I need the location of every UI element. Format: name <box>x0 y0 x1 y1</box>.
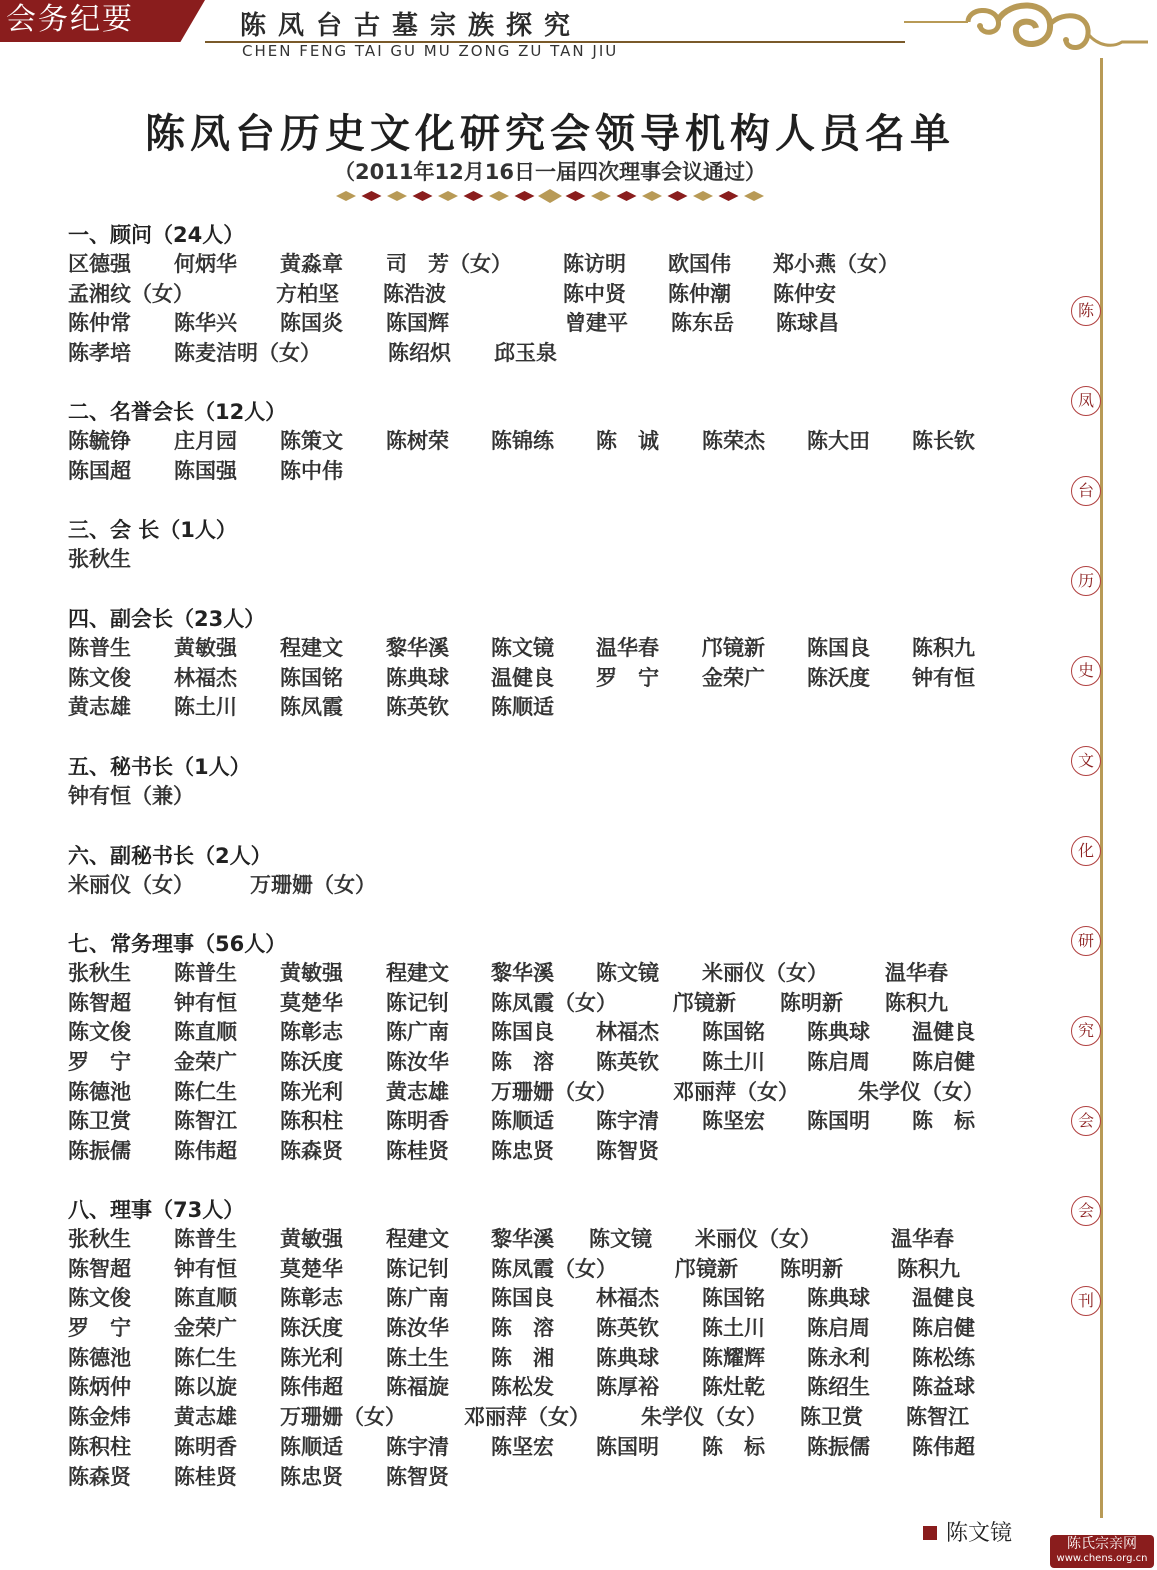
member-name: 陈顺适 <box>491 1109 554 1134</box>
member-name: 陈记钊 <box>386 1256 449 1281</box>
member-name: 陈大田 <box>807 429 870 453</box>
member-name: 陈智超 <box>68 990 131 1015</box>
member-name: 陈振儒 <box>68 1139 131 1164</box>
member-name: 金荣广 <box>702 665 765 690</box>
member-name: 陈凤霞（女） <box>491 990 617 1015</box>
member-name: 陈森贤 <box>280 1139 343 1164</box>
header-pinyin: CHEN FENG TAI GU MU ZONG ZU TAN JIU <box>242 42 619 60</box>
member-name: 陈彰志 <box>280 1020 343 1045</box>
name-row <box>68 1433 975 1463</box>
member-name: 陈国辉 <box>386 311 449 336</box>
member-name: 孟湘纹（女） <box>68 281 194 306</box>
member-name: 陈炳仲 <box>68 1375 131 1400</box>
member-name: 陈国铭 <box>280 665 343 690</box>
name-row <box>68 1403 969 1433</box>
member-name: 陈永利 <box>807 1345 870 1370</box>
sidebar-char: 台 <box>1071 476 1101 506</box>
member-name: 何炳华 <box>174 252 237 276</box>
member-name: 陈积柱 <box>280 1109 343 1134</box>
name-row <box>68 634 975 664</box>
diamond-icon <box>515 191 535 201</box>
name-row <box>68 664 975 694</box>
section <box>68 752 251 812</box>
member-name: 黎华溪 <box>386 636 449 660</box>
member-name: 陈英钦 <box>596 1050 659 1075</box>
member-name: 陈启周 <box>807 1050 870 1075</box>
section <box>68 220 899 369</box>
name-row <box>68 1107 975 1137</box>
member-name: 陈智江 <box>174 1109 237 1134</box>
member-name: 陈毓铮 <box>68 429 131 453</box>
diamond-icon <box>464 191 484 201</box>
member-name: 陈麦洁明（女） <box>174 341 321 366</box>
watermark-site-name: 陈氏宗亲网 <box>1067 1536 1137 1552</box>
member-name: 陈广南 <box>386 1286 449 1311</box>
member-name: 陈中伟 <box>280 458 343 483</box>
member-name: 陈卫赏 <box>800 1405 863 1430</box>
name-row <box>68 1137 659 1167</box>
member-name: 陈国良 <box>491 1020 554 1045</box>
name-row <box>68 1018 975 1048</box>
member-name: 陈土川 <box>702 1050 765 1075</box>
member-name: 陈森贤 <box>68 1464 131 1489</box>
member-name: 黄敏强 <box>280 1227 343 1251</box>
member-name: 陈凤霞（女） <box>491 1256 617 1281</box>
member-name: 陈积九 <box>885 990 948 1015</box>
member-name: 金荣广 <box>174 1050 237 1075</box>
diamond-icon <box>538 189 562 203</box>
section <box>68 397 975 486</box>
member-name: 郑小燕（女） <box>773 252 899 276</box>
member-name: 米丽仪（女） <box>702 961 828 985</box>
member-name: 陈 溶 <box>491 1050 554 1075</box>
member-name: 陈仁生 <box>174 1345 237 1370</box>
diamond-icon <box>668 191 688 201</box>
member-name: 陈国强 <box>174 458 237 483</box>
member-name: 林福杰 <box>174 665 237 690</box>
member-name: 陈典球 <box>807 1020 870 1045</box>
member-name: 温华春 <box>596 636 659 660</box>
member-name: 陈土川 <box>174 695 237 720</box>
name-row <box>68 871 376 901</box>
member-name: 陈英钦 <box>386 695 449 720</box>
member-name: 陈仁生 <box>174 1079 237 1104</box>
name-row <box>68 250 899 280</box>
member-name: 陈绍生 <box>807 1375 870 1400</box>
member-name: 陈忠贤 <box>491 1139 554 1164</box>
member-name: 陈仲安 <box>773 281 836 306</box>
member-name: 邝镜新 <box>702 636 765 660</box>
member-name: 陈国明 <box>807 1109 870 1134</box>
member-name: 陈忠贤 <box>280 1464 343 1489</box>
sidebar-char: 会 <box>1071 1106 1101 1136</box>
member-name: 陈广南 <box>386 1020 449 1045</box>
member-name: 方柏坚 <box>276 281 339 306</box>
member-name: 陈德池 <box>68 1345 131 1370</box>
member-name: 陈孝培 <box>68 341 131 366</box>
diamond-icon <box>719 191 739 201</box>
member-name: 陈光利 <box>280 1079 343 1104</box>
diamond-icon <box>336 191 356 201</box>
name-row <box>68 989 948 1019</box>
member-name: 陈明新 <box>780 1256 843 1281</box>
section <box>68 929 984 1167</box>
member-name: 陈文俊 <box>68 665 131 690</box>
member-name: 温华春 <box>891 1227 954 1251</box>
name-row <box>68 309 839 339</box>
member-name: 温健良 <box>912 1020 975 1045</box>
section-title: 二、名誉会长（12人） <box>68 400 287 424</box>
member-name: 陈荣杰 <box>702 429 765 453</box>
member-name: 陈启健 <box>912 1050 975 1075</box>
name-row <box>68 782 251 812</box>
name-row <box>68 1255 960 1285</box>
member-name: 陈德池 <box>68 1079 131 1104</box>
member-name: 陈沃度 <box>280 1316 343 1341</box>
sidebar-char: 文 <box>1071 746 1101 776</box>
member-name: 陈访明 <box>563 252 626 276</box>
section-title: 五、秘书长（1人） <box>68 755 251 779</box>
member-name: 米丽仪（女） <box>68 873 194 897</box>
sidebar-char: 化 <box>1071 836 1101 866</box>
member-name: 陈国超 <box>68 458 131 483</box>
section <box>68 515 237 575</box>
member-name: 陈汝华 <box>386 1316 449 1341</box>
name-row <box>68 1078 984 1108</box>
name-row <box>68 1048 975 1078</box>
member-name: 陈 标 <box>912 1109 975 1134</box>
member-name: 陈宇清 <box>596 1109 659 1134</box>
member-name: 陈沃度 <box>280 1050 343 1075</box>
member-name: 陈普生 <box>174 1227 237 1251</box>
diamond-icon <box>744 191 764 201</box>
member-name: 陈沃度 <box>807 665 870 690</box>
member-name: 黄淼章 <box>280 252 343 276</box>
name-row <box>68 1284 975 1314</box>
member-name: 邓丽萍（女） <box>464 1405 590 1430</box>
member-name: 陈积九 <box>912 636 975 660</box>
name-row <box>68 1373 975 1403</box>
member-name: 陈文俊 <box>68 1020 131 1045</box>
member-name: 万珊姗（女） <box>250 873 376 897</box>
member-name: 陈积九 <box>897 1256 960 1281</box>
member-name: 陈国铭 <box>702 1020 765 1045</box>
member-name: 陈彰志 <box>280 1286 343 1311</box>
section-title: 四、副会长（23人） <box>68 607 266 631</box>
member-name: 陈福旋 <box>386 1375 449 1400</box>
sidebar-char: 刊 <box>1071 1286 1101 1316</box>
sidebar-char: 历 <box>1071 566 1101 596</box>
diamond-icon <box>566 191 586 201</box>
author-marker-icon <box>923 1526 937 1540</box>
member-name: 陈策文 <box>280 429 343 453</box>
member-name: 钟有恒 <box>174 990 237 1015</box>
member-name: 陈坚宏 <box>702 1109 765 1134</box>
name-row <box>68 427 975 457</box>
header-tab-label: 会务纪要 <box>6 2 134 37</box>
member-name: 邱玉泉 <box>494 341 557 366</box>
member-name: 陈典球 <box>807 1286 870 1311</box>
member-name: 欧国伟 <box>668 252 731 276</box>
member-name: 陈英钦 <box>596 1316 659 1341</box>
member-name: 陈光利 <box>280 1345 343 1370</box>
member-name: 陈灶乾 <box>702 1375 765 1400</box>
member-name: 陈文镜 <box>491 636 554 660</box>
member-name: 陈浩波 <box>383 281 446 306</box>
member-name: 陈耀辉 <box>702 1345 765 1370</box>
member-name: 陈坚宏 <box>491 1434 554 1459</box>
member-name: 陈 湘 <box>491 1345 554 1370</box>
name-row <box>68 1314 975 1344</box>
name-row <box>68 1463 449 1493</box>
member-name: 陈智江 <box>906 1405 969 1430</box>
section-title: 八、理事（73人） <box>68 1198 245 1222</box>
member-name: 邝镜新 <box>675 1256 738 1281</box>
diamond-divider-icon <box>332 188 772 204</box>
member-name: 黄敏强 <box>174 636 237 660</box>
member-name: 陈文俊 <box>68 1286 131 1311</box>
member-name: 陈土生 <box>386 1345 449 1370</box>
member-name: 陈华兴 <box>174 311 237 336</box>
name-row <box>68 339 557 369</box>
member-name: 区德强 <box>68 252 131 276</box>
member-name: 司 芳（女） <box>386 252 512 276</box>
section <box>68 841 376 901</box>
member-name: 黄敏强 <box>280 961 343 985</box>
member-name: 陈 溶 <box>491 1316 554 1341</box>
section-title: 六、副秘书长（2人） <box>68 844 272 868</box>
member-name: 陈国炎 <box>280 311 343 336</box>
diamond-icon <box>438 191 458 201</box>
diamond-icon <box>591 191 611 201</box>
member-name: 金荣广 <box>174 1316 237 1341</box>
member-name: 陈智超 <box>68 1256 131 1281</box>
member-name: 程建文 <box>386 1227 449 1251</box>
member-name: 陈直顺 <box>174 1020 237 1045</box>
member-name: 陈国明 <box>596 1434 659 1459</box>
name-row <box>68 1225 954 1255</box>
member-name: 陈伟超 <box>174 1139 237 1164</box>
member-name: 邓丽萍（女） <box>673 1079 799 1104</box>
member-name: 陈卫赏 <box>68 1109 131 1134</box>
section-title: 一、顾问（24人） <box>68 223 245 247</box>
member-name: 黄志雄 <box>68 695 131 720</box>
member-name: 陈国铭 <box>702 1286 765 1311</box>
diamond-icon <box>617 191 637 201</box>
member-name: 陈明香 <box>386 1109 449 1134</box>
sidebar-char: 凤 <box>1071 386 1101 416</box>
name-row <box>68 457 343 487</box>
member-name: 陈金炜 <box>68 1405 131 1430</box>
member-name: 陈积柱 <box>68 1434 131 1459</box>
member-name: 罗 宁 <box>596 665 659 690</box>
member-name: 黄志雄 <box>386 1079 449 1104</box>
member-name: 朱学仪（女） <box>641 1405 767 1430</box>
member-name: 陈汝华 <box>386 1050 449 1075</box>
diamond-icon <box>362 191 382 201</box>
member-name: 陈松发 <box>491 1375 554 1400</box>
member-name: 陈桂贤 <box>386 1139 449 1164</box>
section-title: 三、会 长（1人） <box>68 518 237 542</box>
member-name: 陈文镜 <box>589 1227 652 1251</box>
member-name: 米丽仪（女） <box>695 1227 821 1251</box>
member-name: 陈 诚 <box>596 429 659 453</box>
member-name: 陈记钊 <box>386 990 449 1015</box>
member-name: 张秋生 <box>68 547 131 571</box>
member-name: 黎华溪 <box>491 961 554 985</box>
member-name: 万珊姗（女） <box>491 1079 617 1104</box>
diamond-icon <box>693 191 713 201</box>
document-title: 陈凤台历史文化研究会领导机构人员名单 <box>145 110 955 157</box>
section-title: 七、常务理事（56人） <box>68 932 287 956</box>
member-name: 钟有恒 <box>174 1256 237 1281</box>
member-name: 罗 宁 <box>68 1050 131 1075</box>
member-name: 陈顺适 <box>280 1434 343 1459</box>
sidebar-char: 研 <box>1071 926 1101 956</box>
member-name: 陈球昌 <box>776 311 839 336</box>
member-name: 林福杰 <box>596 1020 659 1045</box>
member-name: 陈典球 <box>596 1345 659 1370</box>
name-row <box>68 959 948 989</box>
member-name: 温健良 <box>491 665 554 690</box>
name-row <box>68 280 836 310</box>
member-name: 陈树荣 <box>386 429 449 453</box>
member-name: 陈厚裕 <box>596 1375 659 1400</box>
member-name: 陈启健 <box>912 1316 975 1341</box>
section <box>68 604 975 723</box>
member-name: 陈文镜 <box>596 961 659 985</box>
member-name: 陈智贤 <box>596 1139 659 1164</box>
name-row <box>68 693 554 723</box>
member-name: 曾建平 <box>565 311 628 336</box>
sidebar-char: 陈 <box>1071 296 1101 326</box>
member-name: 程建文 <box>280 636 343 660</box>
member-name: 陈仲潮 <box>668 281 731 306</box>
member-name: 万珊姗（女） <box>280 1405 406 1430</box>
member-name: 林福杰 <box>596 1286 659 1311</box>
member-name: 温健良 <box>912 1286 975 1311</box>
member-name: 陈直顺 <box>174 1286 237 1311</box>
member-name: 陈明新 <box>780 990 843 1015</box>
member-name: 陈振儒 <box>807 1434 870 1459</box>
member-name: 陈国良 <box>491 1286 554 1311</box>
member-name: 程建文 <box>386 961 449 985</box>
diamond-icon <box>387 191 407 201</box>
member-name: 陈启周 <box>807 1316 870 1341</box>
document-subtitle: （2011年12月16日一届四次理事会议通过） <box>334 160 766 184</box>
member-name: 罗 宁 <box>68 1316 131 1341</box>
section <box>68 1195 975 1492</box>
member-name: 陈松练 <box>912 1345 975 1370</box>
member-name: 陈以旋 <box>174 1375 237 1400</box>
member-name: 陈桂贤 <box>174 1464 237 1489</box>
member-name: 陈土川 <box>702 1316 765 1341</box>
member-name: 陈益球 <box>912 1375 975 1400</box>
member-name: 陈长钦 <box>912 429 975 453</box>
diamond-icon <box>642 191 662 201</box>
member-name: 庄月园 <box>174 429 237 453</box>
member-name: 邝镜新 <box>673 990 736 1015</box>
member-name: 陈仲常 <box>68 311 131 336</box>
member-name: 陈国良 <box>807 636 870 660</box>
diamond-icon <box>413 191 433 201</box>
member-name: 黎华溪 <box>491 1227 554 1251</box>
member-name: 陈中贤 <box>563 281 626 306</box>
name-row <box>68 545 237 575</box>
author-name: 陈文镜 <box>946 1521 1013 1546</box>
watermark-url: www.chens.org.cn <box>1056 1553 1148 1564</box>
diamond-icon <box>489 191 509 201</box>
sidebar-char: 史 <box>1071 656 1101 686</box>
member-name: 陈绍炽 <box>388 341 451 366</box>
name-row <box>68 1344 975 1374</box>
sidebar-char: 究 <box>1071 1016 1101 1046</box>
member-name: 陈顺适 <box>491 695 554 720</box>
member-name: 陈伟超 <box>280 1375 343 1400</box>
member-name: 陈凤霞 <box>280 695 343 720</box>
member-name: 陈锦练 <box>491 429 554 453</box>
cloud-ornament-icon <box>898 0 1153 62</box>
member-name: 陈伟超 <box>912 1434 975 1459</box>
member-name: 钟有恒（兼） <box>68 784 194 808</box>
member-name: 陈普生 <box>174 961 237 985</box>
member-name: 陈明香 <box>174 1434 237 1459</box>
site-watermark <box>1050 1535 1154 1568</box>
member-name: 朱学仪（女） <box>858 1079 984 1104</box>
member-name: 陈 标 <box>702 1434 765 1459</box>
member-name: 黄志雄 <box>174 1405 237 1430</box>
member-name: 陈普生 <box>68 636 131 660</box>
member-name: 张秋生 <box>68 961 131 985</box>
member-name: 陈宇清 <box>386 1434 449 1459</box>
member-name: 陈东岳 <box>671 311 734 336</box>
member-name: 莫楚华 <box>280 1256 343 1281</box>
sidebar-char: 会 <box>1071 1196 1101 1226</box>
member-name: 温华春 <box>885 961 948 985</box>
member-name: 张秋生 <box>68 1227 131 1251</box>
member-name: 陈智贤 <box>386 1464 449 1489</box>
member-name: 陈典球 <box>386 665 449 690</box>
header-title: 陈凤台古墓宗族探究 <box>240 11 583 41</box>
member-name: 钟有恒 <box>912 665 975 690</box>
member-name: 莫楚华 <box>280 990 343 1015</box>
